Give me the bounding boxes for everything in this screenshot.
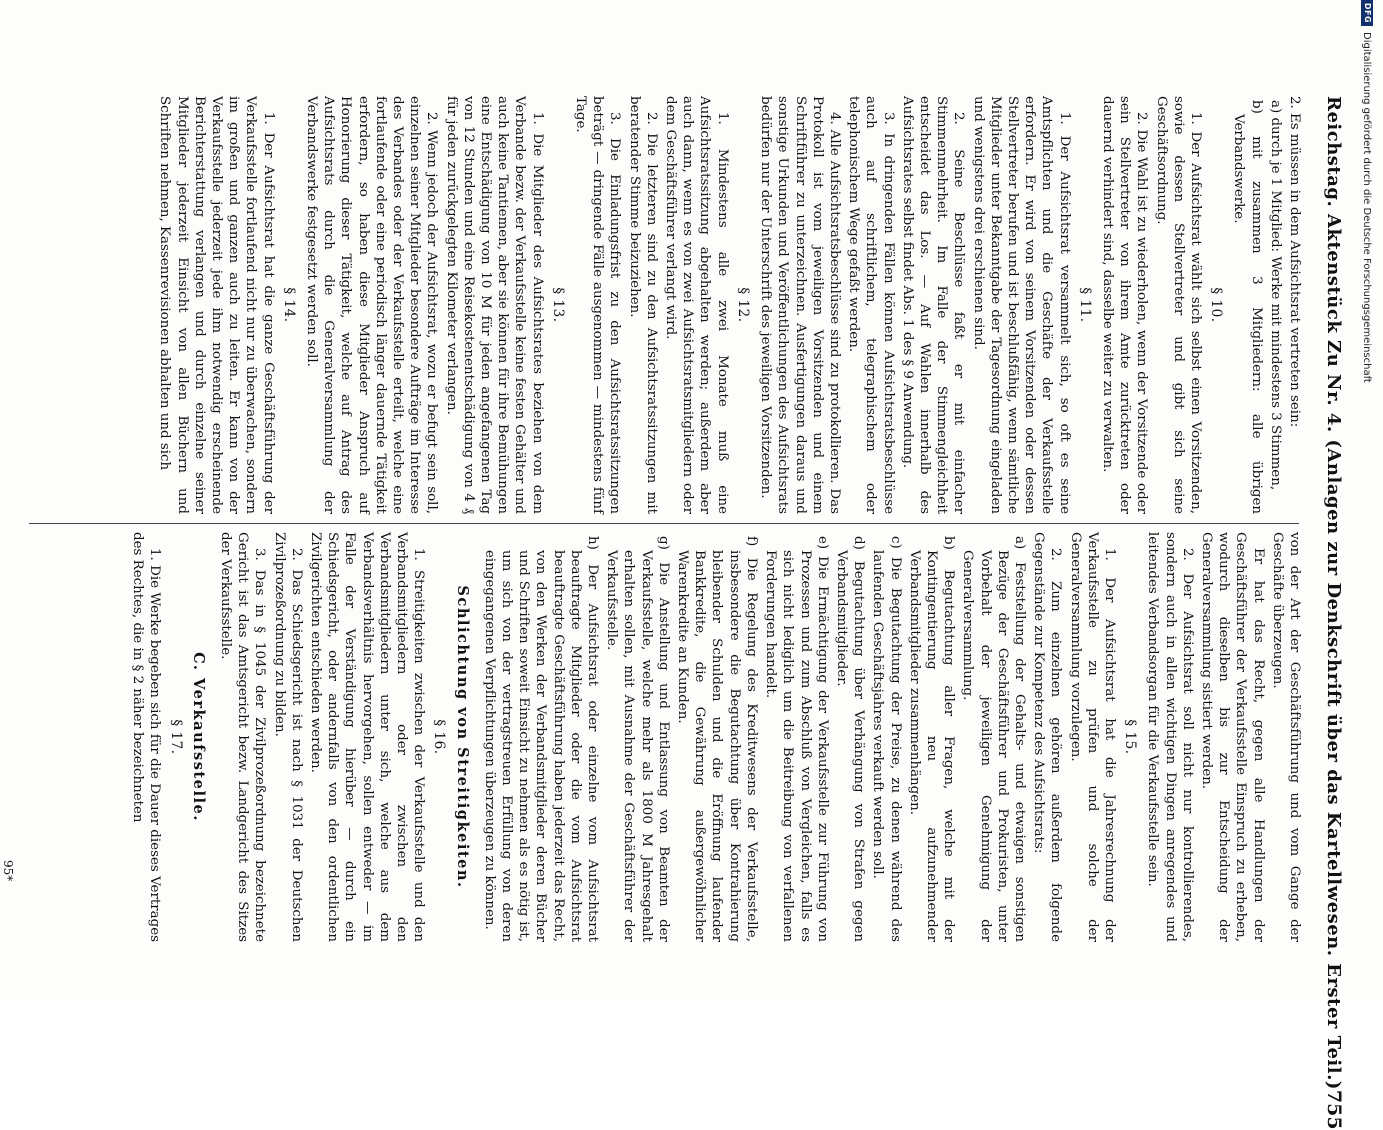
section-number: § 11.: [1076, 287, 1093, 323]
list-item: d) Begutachtung über Verhängung von Strafen gegen Verbandsmitglieder.: [833, 536, 867, 942]
running-header: [1315, 96, 1345, 1130]
list-item: b) Begutachtung aller Fragen, welche mit der Kontingentierung neu aufzunehmender Verbandsmitglieder zusammenhängen.: [906, 536, 957, 942]
paragraph: 3. Die Einladungsfrist zu den Aufsichtsratssitzungen beträgt — dringende Fälle ausgenommen — mindestens fünf Tage.: [573, 96, 623, 514]
page-number: 755: [1323, 1089, 1345, 1130]
paragraph: 1. Mindestens alle zwei Monate muß eine Aufsichtsratssitzung abgehalten werden; außerdem aber auch dann, wenn es von zwei Aufsichtsratsmitgliedern oder dem Geschäftsführer verlangt wird.: [663, 96, 730, 514]
credit-text: Digitalisierung gefördert durch die Deutsche Forschungsgemeinschaft: [1361, 32, 1373, 383]
paragraph: 1. Der Aufsichtsrat hat die Jahresrechnung der Verkaufsstelle zu prüfen und solche der Generalversammlung vorzulegen.: [1067, 532, 1117, 942]
paragraph: 3. In dringenden Fällen können Aufsichtsratsbeschlüsse auch auf schriftlichem, telegraphischem oder telephonischem Wege gefaßt werden.: [846, 96, 896, 514]
section-number: § 15.: [1122, 719, 1139, 755]
paragraph: 1. Die Werke begeben sich für die Dauer dieses Vertrages des Rechtes, die in § 2 näher bezeichneten: [130, 532, 163, 942]
paragraph: 2. Die letzteren sind zu den Aufsichtsratssitzungen mit beratender Stimme beizuziehen.: [626, 96, 659, 514]
paragraph: 2. Es müssen in dem Aufsichtsrat vertreten sein:: [1287, 96, 1302, 428]
list-item: a) Feststellung der Gehalts- und etwaigen sonstigen Bezüge der Geschäftsführer und Prokuristen, unter Vorbehalt der jeweiligen Genehmigung der Generalversammlung.: [960, 536, 1027, 942]
paragraph: von der Art der Geschäftsführung und vom Gange der Geschäfte überzeugen.: [1269, 532, 1302, 942]
list-item: g) Die Anstellung und Entlassung von Beamten der Verkaufsstelle, welche mehr als 1800 M Jahresgehalt erhalten sollen, mit Ausnahme der Geschäftsführer der Verkaufsstelle.: [604, 536, 671, 942]
list-item: b) mit zusammen 3 Mitgliedern: alle übrigen Verbandswerke.: [1231, 100, 1264, 514]
right-column: [23, 532, 1303, 942]
paragraph: 2. Der Aufsichtsrat soll nicht nur kontrollierendes, sondern auch in allen wichtigen Dingen anregendes und leitendes Verbandsorgan für die Verkaufsstelle sein.: [1145, 532, 1195, 942]
digitization-credit: [1359, 0, 1375, 1000]
paragraph: 2. Die Wahl ist zu wiederholen, wenn der Vorsitzende oder sein Stellvertreter von ihrem Amte zurücktreten oder dauernd verhindert sind, dasselbe weiter zu verwalten.: [1099, 96, 1150, 514]
paragraph: 1. Der Aufsichtsrat hat die ganze Geschäftsführung der Verkaufsstelle fortlaufend nicht nur zu überwachen, sondern im großen und ganzen auch zu leiten. Er kann von der Verkaufsstelle jederzeit jede ihm notwendig erscheinende Berichterstattung verlangen und durch einzelne seiner Mitglieder jederzeit Einsicht von allen Büchern und Schriften nehmen, Kassenrevisionen abhalten und sich: [157, 96, 276, 514]
left-column: [23, 96, 1303, 514]
paragraph: Er hat das Recht, gegen alle Handlungen der Geschäftsführer der Verkaufsstelle Einspruch zu erheben, wodurch dieselben bis zur Entscheidung der Generalversammlung sistiert werden.: [1198, 532, 1266, 942]
section-number: § 13.: [549, 287, 566, 323]
paragraph: 1. Streitigkeiten zwischen der Verkaufsstelle und den Verbandsmitgliedern oder zwischen den Verbandsmitgliedern unter sich, welche aus dem Verbandsverhältnis hervorgehen, sollen entweder — im Falle der Verständigung hierüber — durch ein Schiedsgericht, oder andernfalls von den ordentlichen Zivilgerichten entschieden werden.: [308, 532, 427, 942]
paragraph: 2. Wenn jedoch der Aufsichtsrat, wozu er befugt sein soll, einzelnen seiner Mitglieder besondere Aufträge im Interesse des Verbandes oder der Verkaufsstelle erteilt, welche eine fortlaufende oder eine periodisch länger dauernde Tätigkeit erfordern, so haben diese Mitglieder Anspruch auf Honorierung dieser Tätigkeit, welche auf Antrag des Aufsichtsrats durch die Generalversammlung der Verbandswerke festgesetzt werden soll.: [304, 96, 440, 514]
signature-mark: 95*: [1, 860, 15, 882]
section-heading-disputes: Schlichtung von Streitigkeiten.: [453, 585, 471, 889]
paragraph: 2. Zum einzelnen gehören außerdem folgende Gegenstände zur Kompetenz des Aufsichtsrats:: [1031, 532, 1064, 942]
list-item: e) Die Ermächtigung der Verkaufsstelle zur Führung von Prozessen und zum Abschluß von Vergleichen, falls es sich nicht lediglich um die Beitreibung von verfallenen Forderungen handelt.: [763, 536, 830, 942]
paragraph: 1. Der Aufsichtsrat versammelt sich, so oft es seine Amtspflichten und die Geschäfte der Verkaufsstelle erfordern. Er wird von seinem Vorsitzenden oder dessen Stellvertreter berufen und ist beschlußfähig, wenn sämtliche Mitglieder unter Bekanntgabe der Tagesordnung eingeladen und wenigstens drei erschienen sind.: [970, 96, 1072, 514]
paragraph: 1. Der Aufsichtsrat wählt sich selbst einen Vorsitzenden, sowie dessen Stellvertreter und gibt sich seine Geschäftsordnung.: [1153, 96, 1203, 514]
column-divider: [29, 523, 1299, 524]
section-number: § 16.: [431, 719, 448, 755]
list-item: h) Der Aufsichtsrat oder einzelne vom Aufsichtsrat beauftragte Mitglieder oder die vom Aufsichtsrat beauftragte Geschäftsführung haben jederzeit das Recht, von den Werken der Verbandsmitglieder deren Bücher und Schriften soweit Einsicht zu nehmen als es nötig ist, um sich von der vertragstreuen Erfüllung von deren eingegangenen Verpflichtungen überzeugen zu können.: [481, 536, 601, 942]
list-item: f) Die Regelung des Kreditwesens der Verkaufsstelle, insbesondere die Begutachtung über Kontrahierung bleibender Schulden und die Eröffnung laufender Bankkredite, die Gewährung außergewöhnlicher Warenkredite an Kunden.: [675, 536, 759, 942]
header-title: Reichstag. Aktenstück Zu Nr. 4. (Anlagen zur Denkschrift über das Kartellwesen. Erster Teil.): [1323, 96, 1344, 1090]
section-number: § 12.: [734, 287, 751, 323]
section-number: § 10.: [1208, 287, 1225, 323]
list-item: a) durch je 1 Mitglied: Werke mit mindestens 3 Stimmen,: [1267, 100, 1283, 491]
paragraph: 3. Das in § 1045 der Zivilprozeßordnung bezeichnete Gericht ist das Amtsgericht bezw. Landgericht des Sitzes der Verkaufsstelle.: [218, 532, 268, 942]
section-heading-sales-office: C. Verkaufsstelle.: [189, 652, 207, 822]
paragraph: 2. Das Schiedsgericht ist nach § 1031 der Deutschen Zivilprozeßordnung zu bilden.: [271, 532, 304, 942]
dfg-logo: DFG: [1361, 0, 1373, 26]
paragraph: 4. Alle Aufsichtsratsbeschlüsse sind zu protokollieren. Das Protokoll ist vom jeweiligen Vorsitzenden und einem Schriftführer zu unterzeichnen. Ausfertigungen daraus und sonstige Urkunden und Veröffentlichungen des Aufsichtsrats bedürfen nur der Unterschrift des jeweiligen Vorsitzenden.: [758, 96, 842, 514]
paragraph: 2. Seine Beschlüsse faßt er mit einfacher Stimmenmehrheit. Im Falle der Stimmengleichheit entscheidet das Los. — Auf Wahlen innerhalb des Aufsichtsrates selbst findet Abs. 1 des § 9 Anwendung.: [899, 96, 967, 514]
section-number: § 14.: [280, 287, 297, 323]
section-number: § 17.: [167, 719, 184, 755]
list-item: c) Die Begutachtung der Preise, zu denen während des laufenden Geschäftsjahres verkauft werden soll.: [870, 536, 903, 942]
paragraph: 1. Die Mitglieder des Aufsichtsrates beziehen von dem Verbande bezw. der Verkaufsstelle keine festen Gehälter und auch keine Tantiemen, aber sie können für ihre Bemühungen eine Entschädigung von 10 M für jeden angefangenen Tag von 12 Stunden und eine Reisekostenentschädigung von 4 ₰ für jeden zurückgelegten Kilometer verlangen.: [443, 96, 545, 514]
